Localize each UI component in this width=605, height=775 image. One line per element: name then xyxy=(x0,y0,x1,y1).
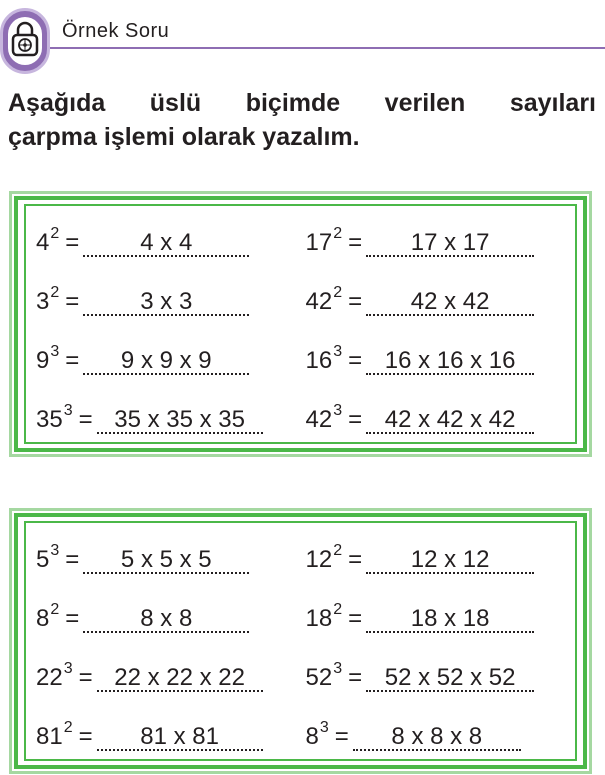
example-header xyxy=(0,0,605,80)
answer-blank: 18 x 18 xyxy=(366,607,534,633)
equation-base: 42 xyxy=(305,406,333,433)
equation-right xyxy=(306,641,576,700)
equation-exponent: 3 xyxy=(63,660,73,677)
header-divider xyxy=(50,47,605,49)
answer-blank: 8 x 8 xyxy=(83,607,249,633)
answer-blank: 12 x 12 xyxy=(366,548,534,574)
equation-base: 5 xyxy=(36,546,50,573)
answer-blank: 42 x 42 x 42 xyxy=(366,408,534,434)
answer-grid-1 xyxy=(24,204,577,444)
equation-base: 12 xyxy=(305,546,333,573)
equals-sign: = xyxy=(348,546,363,573)
equation-exponent: 2 xyxy=(333,284,343,301)
question-text xyxy=(8,86,596,154)
equation-exponent: 3 xyxy=(333,660,343,677)
answer-blank: 35 x 35 x 35 xyxy=(97,408,263,434)
equation-exponent: 3 xyxy=(50,343,60,360)
equation-right xyxy=(306,265,576,324)
equation-exponent: 3 xyxy=(333,402,343,419)
equation-base: 42 xyxy=(305,288,333,315)
equals-sign: = xyxy=(78,664,93,691)
equals-sign: = xyxy=(65,605,80,632)
equation-left xyxy=(36,700,306,759)
equals-sign: = xyxy=(348,347,363,374)
equation-exponent: 2 xyxy=(50,601,60,618)
answer-blank: 3 x 3 xyxy=(83,290,249,316)
equation-base: 4 xyxy=(36,229,50,256)
lock-icon xyxy=(10,19,40,64)
answer-blank: 4 x 4 xyxy=(83,231,249,257)
equals-sign: = xyxy=(348,288,363,315)
answer-blank: 5 x 5 x 5 xyxy=(83,548,249,574)
question-line-1: Aşağıda üslü biçimde verilen sayıları xyxy=(8,89,596,117)
answer-blank: 8 x 8 x 8 xyxy=(353,725,521,751)
equals-sign: = xyxy=(348,664,363,691)
answer-box-1 xyxy=(14,196,587,452)
equals-sign: = xyxy=(348,229,363,256)
equation-right xyxy=(306,700,576,759)
equation-exponent: 2 xyxy=(333,225,343,242)
equation-exponent: 2 xyxy=(63,719,73,736)
answer-blank: 17 x 17 xyxy=(366,231,534,257)
equation-exponent: 2 xyxy=(333,601,343,618)
equation-exponent: 3 xyxy=(63,402,73,419)
answer-grid-2 xyxy=(24,521,577,761)
header-title: Örnek Soru xyxy=(62,20,170,42)
equals-sign: = xyxy=(334,723,349,750)
answer-blank: 22 x 22 x 22 xyxy=(97,666,263,692)
answer-blank: 81 x 81 xyxy=(97,725,263,751)
equation-exponent: 2 xyxy=(50,284,60,301)
answer-blank: 9 x 9 x 9 xyxy=(83,349,249,375)
equation-exponent: 2 xyxy=(50,225,60,242)
equals-sign: = xyxy=(65,347,80,374)
equation-base: 22 xyxy=(36,664,63,691)
equation-exponent: 3 xyxy=(333,343,343,360)
equation-left xyxy=(36,582,306,641)
equation-base: 35 xyxy=(36,406,63,433)
equation-base: 16 xyxy=(305,347,333,374)
equation-base: 18 xyxy=(305,605,333,632)
equation-base: 8 xyxy=(305,723,319,750)
equation-left xyxy=(36,206,306,265)
equation-right xyxy=(306,324,576,383)
question-line-2: çarpma işlemi olarak yazalım. xyxy=(8,123,360,151)
equation-base: 17 xyxy=(305,229,333,256)
equation-base: 8 xyxy=(36,605,50,632)
badge-inner xyxy=(8,17,42,65)
answer-blank: 42 x 42 xyxy=(366,290,534,316)
equation-right xyxy=(306,582,576,641)
equation-base: 52 xyxy=(305,664,333,691)
equation-left xyxy=(36,641,306,700)
equation-base: 81 xyxy=(36,723,63,750)
equation-right xyxy=(306,523,576,582)
equation-left xyxy=(36,324,306,383)
equation-exponent: 3 xyxy=(319,719,329,736)
equals-sign: = xyxy=(65,546,80,573)
equation-base: 3 xyxy=(36,288,50,315)
answer-blank: 52 x 52 x 52 xyxy=(366,666,534,692)
equation-left xyxy=(36,523,306,582)
equals-sign: = xyxy=(348,406,363,433)
equals-sign: = xyxy=(65,288,80,315)
equals-sign: = xyxy=(65,229,80,256)
equation-base: 9 xyxy=(36,347,50,374)
equation-left xyxy=(36,383,306,442)
equals-sign: = xyxy=(78,406,93,433)
equation-right xyxy=(306,206,576,265)
equals-sign: = xyxy=(78,723,93,750)
answer-blank: 16 x 16 x 16 xyxy=(366,349,534,375)
equation-right xyxy=(306,383,576,442)
answer-box-2 xyxy=(14,513,587,769)
equation-left xyxy=(36,265,306,324)
equation-exponent: 3 xyxy=(50,542,60,559)
example-badge xyxy=(0,8,50,74)
equation-exponent: 2 xyxy=(333,542,343,559)
equals-sign: = xyxy=(348,605,363,632)
